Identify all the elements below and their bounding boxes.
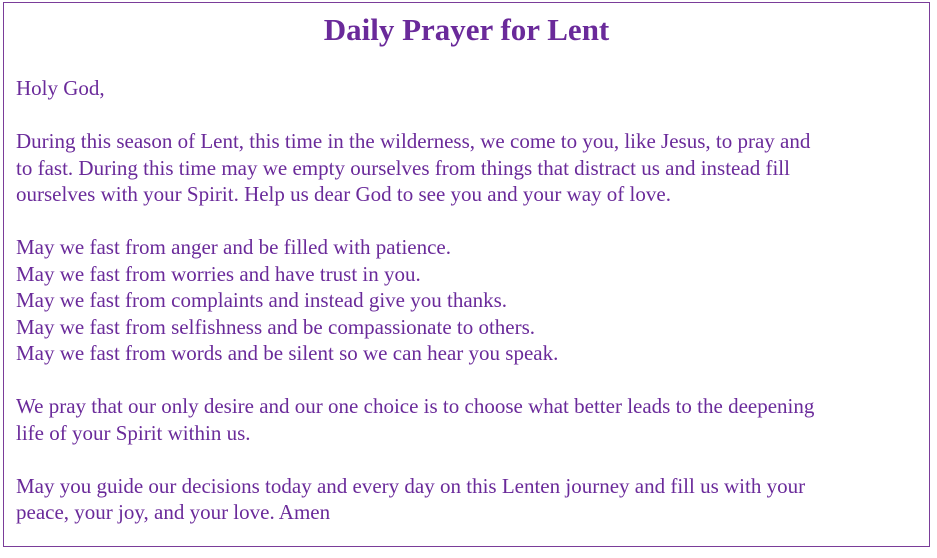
paragraph-closing <box>16 473 915 526</box>
paragraph-line: During this season of Lent, this time in the wilderness, we come to you, like Jesus, to pray and <box>16 129 811 153</box>
fast-line: May we fast from complaints and instead give you thanks. <box>16 288 508 312</box>
paragraph-line: May you guide our decisions today and every day on this Lenten journey and fill us with your <box>16 473 806 498</box>
fast-line: May we fast from worries and have trust in you. <box>16 261 421 286</box>
paragraph-line: We pray that our only desire and our one choice is to choose what better leads to the deepening <box>16 394 815 418</box>
fast-line: May we fast from anger and be filled with patience. <box>16 235 452 259</box>
paragraph-line: ourselves with your Spirit. Help us dear God to see you and your way of love. <box>16 182 671 206</box>
greeting-line: Holy God, <box>16 76 105 100</box>
prayer-body <box>16 75 915 552</box>
fast-line: May we fast from words and be silent so we can hear you speak. <box>16 341 559 365</box>
paragraph-line: life of your Spirit within us. <box>16 420 251 445</box>
greeting <box>16 75 915 102</box>
fast-line: May we fast from selfishness and be compassionate to others. <box>16 314 536 339</box>
paragraph-line: peace, your joy, and your love. Amen <box>16 500 331 524</box>
page-title: Daily Prayer for Lent <box>323 12 610 47</box>
paragraph-line: to fast. During this time may we empty ourselves from things that distract us and instead fill <box>16 155 790 180</box>
paragraph-intro <box>16 128 915 208</box>
fasting-list <box>16 234 915 367</box>
prayer-frame <box>3 2 930 547</box>
paragraph-desire <box>16 393 915 446</box>
